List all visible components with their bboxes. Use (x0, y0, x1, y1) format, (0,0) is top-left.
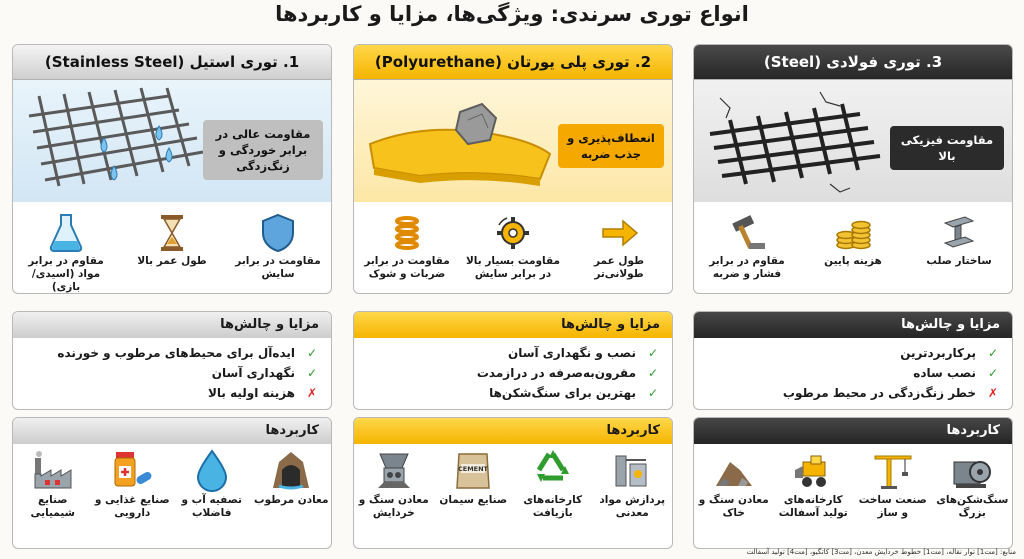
steel-beam-icon (939, 213, 979, 253)
pros-cons-steel (693, 311, 1013, 410)
list-item: ✓پرکاربردترین (694, 343, 998, 363)
applications-row (354, 446, 672, 549)
wire-mesh-icon (19, 86, 209, 196)
column-steel (693, 44, 1013, 294)
spring-icon (387, 213, 427, 253)
pros-list (694, 343, 1012, 403)
factory-icon (31, 448, 75, 492)
asphalt-loader-icon (791, 448, 835, 492)
applications-stainless (12, 417, 332, 549)
application-item: معادن سنگ و خاک (696, 446, 772, 549)
source-note: منابع: [مت1] توار نقاله، [مت1] خطوط خردایش معدن، [مت3] کاتگیو، [مت4] تولید آسفالت (746, 548, 1016, 556)
list-item: ✗خطر زنگ‌زدگی در محیط مرطوب (694, 383, 998, 403)
list-item: ✓نصب و نگهداری آسان (354, 343, 658, 363)
cross-icon: ✗ (306, 386, 317, 400)
feature-item: هزینه پایین (805, 211, 901, 291)
svg-text:CEMENT: CEMENT (458, 465, 489, 473)
feature-item: مقاوم در برابر مواد (اسیدی/بازی) (18, 211, 114, 291)
gear-icon (493, 213, 533, 253)
section-title: مزایا و چالش‌ها (13, 312, 331, 338)
rock-pile-icon (712, 448, 756, 492)
application-item: سنگ‌شکن‌های بزرگ (934, 446, 1010, 549)
check-icon: ✓ (987, 366, 998, 380)
application-item: معادن سنگ و خردایش (356, 446, 432, 549)
cracked-mesh-icon (700, 84, 900, 199)
column-polyurethane (353, 44, 673, 294)
application-item: تصفیه آب و فاضلاب (174, 446, 250, 549)
application-item: پردازش مواد معدنی (594, 446, 670, 549)
application-item: CEMENT صنایع سیمان (435, 446, 511, 549)
list-item: ✗هزینه اولیه بالا (13, 383, 317, 403)
feature-row (13, 211, 331, 291)
pros-list (354, 343, 672, 403)
feature-item: طول عمر بالا (124, 211, 220, 291)
column-header: 1. توری استیل (Stainless Steel) (13, 45, 331, 80)
tower-crane-icon (871, 448, 915, 492)
check-icon: ✓ (647, 366, 658, 380)
application-item: صنایع غذایی و دارویی (94, 446, 170, 549)
processing-plant-icon (610, 448, 654, 492)
applications-polyurethane (353, 417, 673, 549)
feature-row (354, 211, 672, 291)
pros-cons-polyurethane (353, 311, 673, 410)
applications-row (13, 446, 331, 549)
feature-item: ساختار صلب (911, 211, 1007, 291)
pros-list (13, 343, 331, 403)
feature-item: مقاوم در برابر فشار و ضربه (699, 211, 795, 291)
feature-item: مقاومت در برابر ضربات و شوک (359, 211, 455, 291)
cross-icon: ✗ (987, 386, 998, 400)
mine-entrance-icon (269, 448, 313, 492)
column-stainless (12, 44, 332, 294)
list-item: ✓مقرون‌به‌صرفه در درازمدت (354, 363, 658, 383)
hero-callout: انعطاف‌پذیری و جذب ضربه (558, 124, 664, 168)
hero-illustration (354, 80, 672, 202)
large-crusher-icon (950, 448, 994, 492)
list-item: ✓ایده‌آل برای محیط‌های مرطوب و خورنده (13, 343, 317, 363)
feature-item: طول عمر طولانی‌تر (571, 211, 667, 291)
flask-icon (49, 213, 83, 253)
application-item: صنایع شیمیایی (15, 446, 91, 549)
hero-callout: مقاومت فیزیکی بالا (890, 126, 1004, 170)
crusher-icon (372, 448, 416, 492)
recycle-icon (531, 448, 575, 492)
applications-row (694, 446, 1012, 549)
section-title: کاربردها (354, 418, 672, 444)
hero-illustration (694, 80, 1012, 202)
check-icon: ✓ (306, 346, 317, 360)
application-item: صنعت ساخت و ساز (855, 446, 931, 549)
list-item: ✓نصب ساده (694, 363, 998, 383)
coins-icon (833, 213, 873, 253)
feature-item: مقاومت بسیار بالا در برابر سایش (465, 211, 561, 291)
check-icon: ✓ (306, 366, 317, 380)
pharmacy-icon (110, 448, 154, 492)
column-header: 3. توری فولادی (Steel) (694, 45, 1012, 80)
column-header: 2. توری پلی یورتان (Polyurethane) (354, 45, 672, 80)
check-icon: ✓ (647, 346, 658, 360)
cement-bag-icon (451, 448, 495, 492)
application-item: کارخانه‌های بازیافت (515, 446, 591, 549)
list-item: ✓نگهداری آسان (13, 363, 317, 383)
page-title: انواع توری سرندی: ویژگی‌ها، مزایا و کاربردها (275, 2, 749, 26)
feature-row (694, 211, 1012, 291)
check-icon: ✓ (987, 346, 998, 360)
section-title: کاربردها (694, 418, 1012, 444)
section-title: مزایا و چالش‌ها (694, 312, 1012, 338)
pros-cons-stainless (12, 311, 332, 410)
hero-illustration (13, 80, 331, 202)
check-icon: ✓ (647, 386, 658, 400)
polyurethane-sheet-icon (360, 84, 560, 199)
application-item: کارخانه‌های تولید آسفالت (775, 446, 851, 549)
hourglass-icon (155, 213, 189, 253)
feature-item: مقاومت در برابر سایش (230, 211, 326, 291)
application-item: معادن مرطوب (253, 446, 329, 549)
arrow-right-icon (599, 213, 639, 253)
applications-steel (693, 417, 1013, 549)
shield-icon (261, 213, 295, 253)
water-drop-icon (190, 448, 234, 492)
hammer-icon (727, 213, 767, 253)
hero-callout: مقاومت عالی در برابر خوردگی و زنگ‌زدگی (203, 120, 323, 180)
section-title: مزایا و چالش‌ها (354, 312, 672, 338)
section-title: کاربردها (13, 418, 331, 444)
list-item: ✓بهترین برای سنگ‌شکن‌ها (354, 383, 658, 403)
